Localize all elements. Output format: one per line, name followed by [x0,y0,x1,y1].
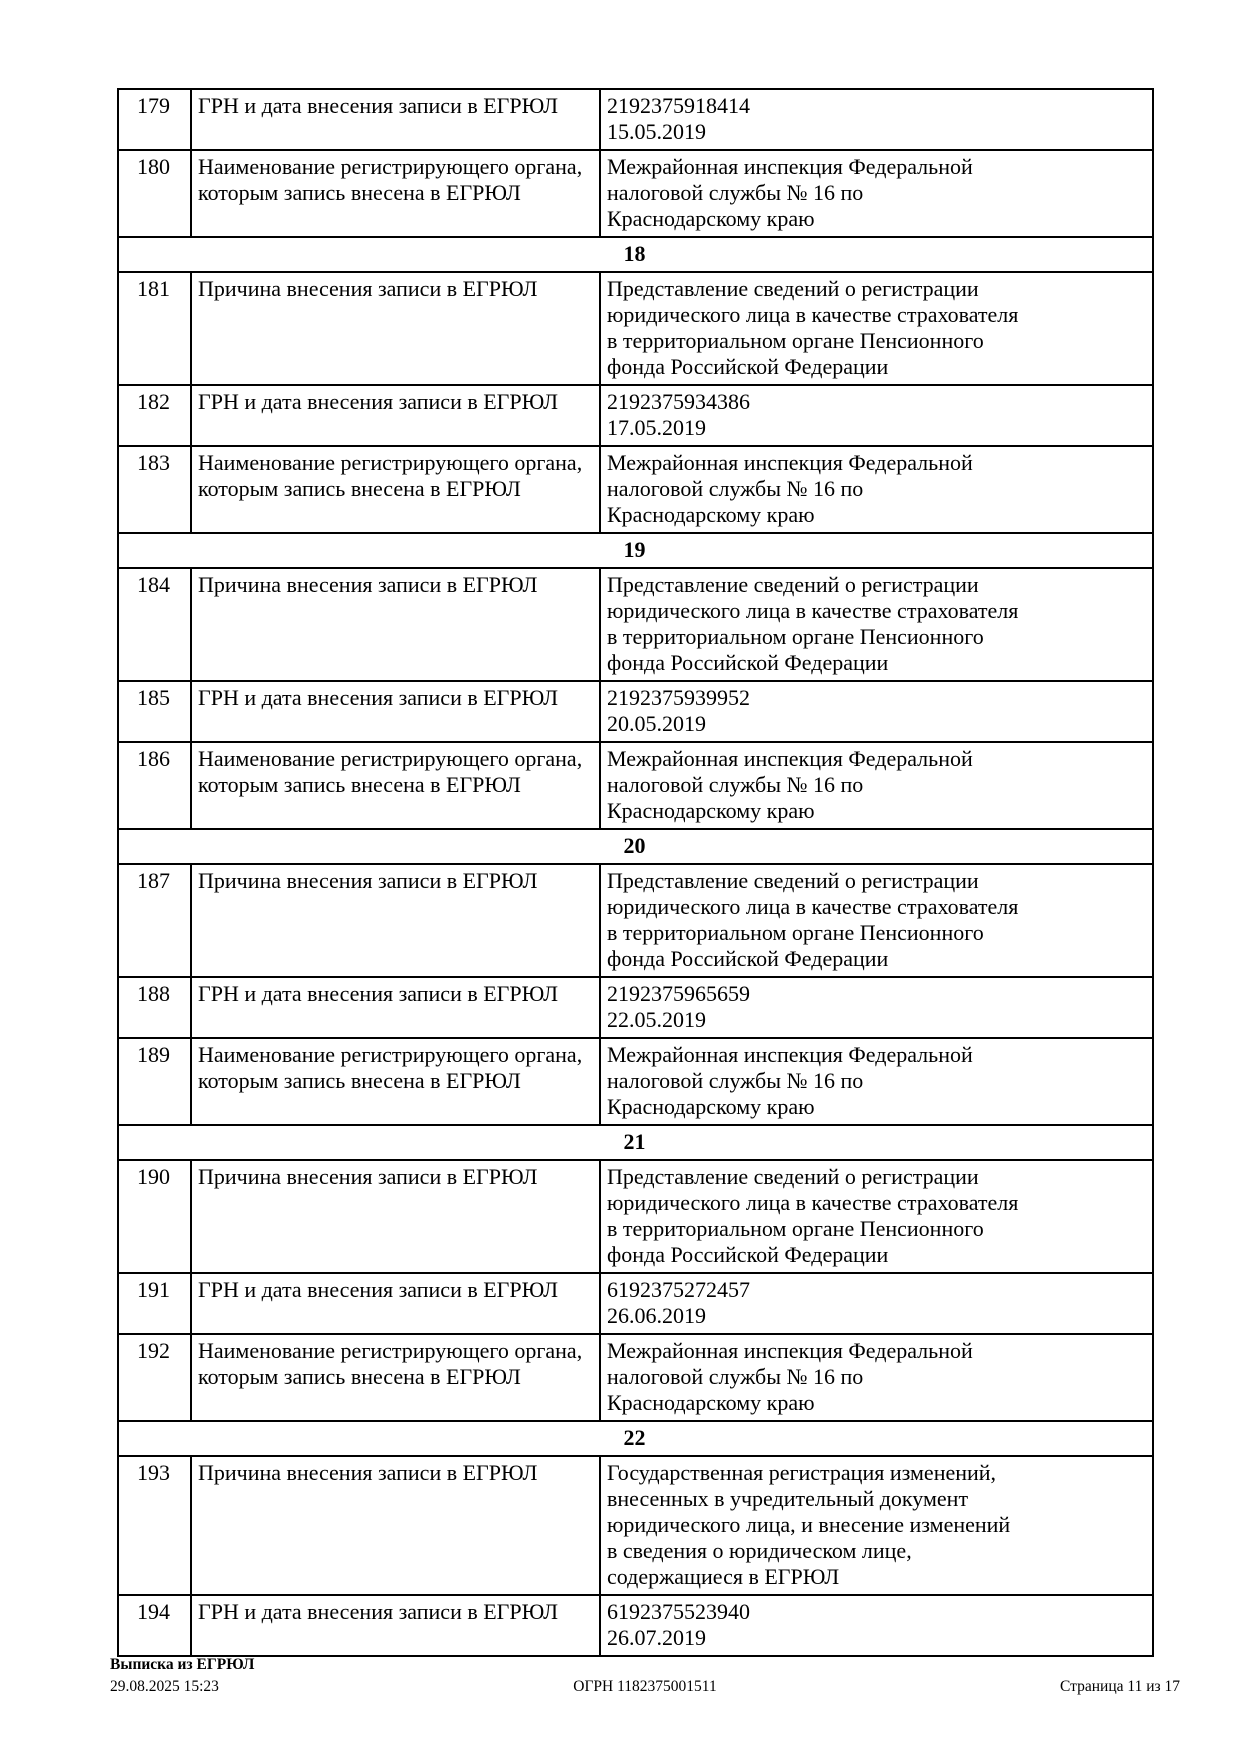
row-number: 189 [118,1038,191,1125]
text-line: юридического лица в качестве страхователя [607,1190,1019,1215]
text-line: Наименование регистрирующего органа, [198,450,583,475]
row-value [600,446,1153,533]
text-line: Краснодарскому краю [607,1094,815,1119]
text-line: 17.05.2019 [607,415,706,440]
row-number: 182 [118,385,191,446]
table-row [118,272,1153,385]
text-line: Представление сведений о регистрации [607,868,979,893]
row-number: 184 [118,568,191,681]
row-value [600,1160,1153,1273]
text-line: в территориальном органе Пенсионного [607,1216,984,1241]
text-line: 2192375934386 [607,389,750,414]
footer-page-number: Страница 11 из 17 [1060,1678,1180,1695]
text-line: 15.05.2019 [607,119,706,144]
row-number: 193 [118,1456,191,1595]
footer-doc-name: Выписка из ЕГРЮЛ [110,1656,255,1673]
row-label [191,89,600,150]
text-line: 6192375272457 [607,1277,750,1302]
text-line: которым запись внесена в ЕГРЮЛ [198,180,521,205]
text-line: Краснодарскому краю [607,1390,815,1415]
section-number: 22 [118,1421,1153,1456]
row-label [191,681,600,742]
text-line: ГРН и дата внесения записи в ЕГРЮЛ [198,685,559,710]
row-label [191,977,600,1038]
text-line: фонда Российской Федерации [607,650,889,675]
section-header-row [118,1421,1153,1456]
row-number: 190 [118,1160,191,1273]
text-line: Краснодарскому краю [607,798,815,823]
text-line: юридического лица в качестве страхователя [607,598,1019,623]
row-value [600,742,1153,829]
text-line: Межрайонная инспекция Федеральной [607,1338,973,1363]
text-line: налоговой службы № 16 по [607,1364,864,1389]
row-number: 191 [118,1273,191,1334]
row-value [600,568,1153,681]
text-line: фонда Российской Федерации [607,354,889,379]
row-value [600,89,1153,150]
text-line: юридического лица в качестве страхователя [607,894,1019,919]
row-value [600,1038,1153,1125]
text-line: Причина внесения записи в ЕГРЮЛ [198,1460,538,1485]
section-number: 18 [118,237,1153,272]
text-line: которым запись внесена в ЕГРЮЛ [198,1068,521,1093]
text-line: в территориальном органе Пенсионного [607,328,984,353]
row-number: 183 [118,446,191,533]
section-header-row [118,1125,1153,1160]
text-line: налоговой службы № 16 по [607,180,864,205]
table-row [118,89,1153,150]
text-line: налоговой службы № 16 по [607,1068,864,1093]
text-line: Наименование регистрирующего органа, [198,1338,583,1363]
table-row [118,150,1153,237]
table-row [118,1334,1153,1421]
table-row [118,446,1153,533]
table-row [118,681,1153,742]
text-line: Краснодарскому краю [607,206,815,231]
section-number: 19 [118,533,1153,568]
table-row [118,742,1153,829]
text-line: фонда Российской Федерации [607,1242,889,1267]
text-line: которым запись внесена в ЕГРЮЛ [198,772,521,797]
text-line: ГРН и дата внесения записи в ЕГРЮЛ [198,93,559,118]
text-line: Причина внесения записи в ЕГРЮЛ [198,1164,538,1189]
text-line: Представление сведений о регистрации [607,572,979,597]
row-label [191,1038,600,1125]
row-value [600,385,1153,446]
row-label [191,1334,600,1421]
text-line: в территориальном органе Пенсионного [607,920,984,945]
row-value [600,1595,1153,1656]
text-line: ГРН и дата внесения записи в ЕГРЮЛ [198,981,559,1006]
text-line: Причина внесения записи в ЕГРЮЛ [198,868,538,893]
row-label [191,272,600,385]
row-label [191,385,600,446]
text-line: 22.05.2019 [607,1007,706,1032]
row-label [191,1160,600,1273]
table-row [118,1595,1153,1656]
row-number: 194 [118,1595,191,1656]
text-line: налоговой службы № 16 по [607,476,864,501]
text-line: Наименование регистрирующего органа, [198,1042,583,1067]
text-line: Государственная регистрация изменений, [607,1460,997,1485]
table-row [118,1038,1153,1125]
row-number: 179 [118,89,191,150]
row-label [191,568,600,681]
table-row [118,977,1153,1038]
footer-datetime: 29.08.2025 15:23 [110,1678,219,1695]
row-label [191,742,600,829]
row-value [600,977,1153,1038]
text-line: Причина внесения записи в ЕГРЮЛ [198,572,538,597]
row-number: 188 [118,977,191,1038]
row-label [191,446,600,533]
text-line: Межрайонная инспекция Федеральной [607,746,973,771]
text-line: которым запись внесена в ЕГРЮЛ [198,476,521,501]
table-row [118,568,1153,681]
row-value [600,272,1153,385]
text-line: внесенных в учредительный документ [607,1486,969,1511]
footer-ogrn: ОГРН 1182375001511 [573,1678,717,1695]
text-line: в сведения о юридическом лице, [607,1538,912,1563]
text-line: Краснодарскому краю [607,502,815,527]
text-line: 26.06.2019 [607,1303,706,1328]
egrul-records-table [117,88,1154,1657]
row-label [191,864,600,977]
row-label [191,1595,600,1656]
text-line: ГРН и дата внесения записи в ЕГРЮЛ [198,389,559,414]
text-line: юридического лица, и внесение изменений [607,1512,1011,1537]
row-value [600,1273,1153,1334]
table-row [118,1273,1153,1334]
row-number: 192 [118,1334,191,1421]
row-label [191,1456,600,1595]
section-number: 21 [118,1125,1153,1160]
section-number: 20 [118,829,1153,864]
section-header-row [118,533,1153,568]
text-line: в территориальном органе Пенсионного [607,624,984,649]
text-line: Причина внесения записи в ЕГРЮЛ [198,276,538,301]
text-line: Представление сведений о регистрации [607,1164,979,1189]
text-line: Межрайонная инспекция Федеральной [607,1042,973,1067]
text-line: ГРН и дата внесения записи в ЕГРЮЛ [198,1277,559,1302]
text-line: фонда Российской Федерации [607,946,889,971]
row-value [600,150,1153,237]
text-line: 20.05.2019 [607,711,706,736]
row-number: 181 [118,272,191,385]
section-header-row [118,829,1153,864]
row-value [600,681,1153,742]
table-row [118,864,1153,977]
table-row [118,1160,1153,1273]
text-line: содержащиеся в ЕГРЮЛ [607,1564,840,1589]
text-line: 2192375939952 [607,685,750,710]
text-line: Межрайонная инспекция Федеральной [607,450,973,475]
text-line: 2192375965659 [607,981,750,1006]
row-label [191,1273,600,1334]
row-value [600,1456,1153,1595]
table-row [118,385,1153,446]
row-number: 180 [118,150,191,237]
text-line: которым запись внесена в ЕГРЮЛ [198,1364,521,1389]
table-row [118,1456,1153,1595]
row-number: 186 [118,742,191,829]
text-line: ГРН и дата внесения записи в ЕГРЮЛ [198,1599,559,1624]
text-line: Наименование регистрирующего органа, [198,154,583,179]
text-line: Межрайонная инспекция Федеральной [607,154,973,179]
row-value [600,1334,1153,1421]
row-label [191,150,600,237]
text-line: 6192375523940 [607,1599,750,1624]
text-line: Представление сведений о регистрации [607,276,979,301]
text-line: 2192375918414 [607,93,750,118]
row-number: 187 [118,864,191,977]
row-value [600,864,1153,977]
row-number: 185 [118,681,191,742]
text-line: 26.07.2019 [607,1625,706,1650]
text-line: налоговой службы № 16 по [607,772,864,797]
section-header-row [118,237,1153,272]
text-line: юридического лица в качестве страхователя [607,302,1019,327]
text-line: Наименование регистрирующего органа, [198,746,583,771]
